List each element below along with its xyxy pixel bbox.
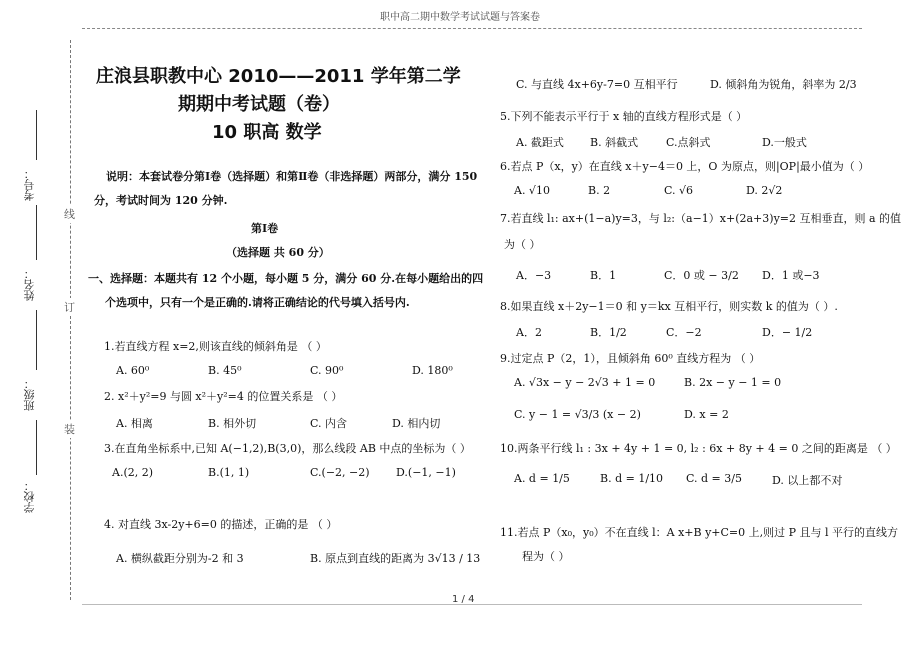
side-field-school: 学校： [23, 480, 36, 513]
question-9-option-c: C. y − 1 = √3/3 (x − 2) [514, 408, 641, 421]
question-5-option-b: B. 斜截式 [590, 136, 639, 149]
question-9-option-b: B. 2x − y − 1 = 0 [684, 376, 782, 389]
section1-line2: 个选项中，只有一个是正确的.请将正确结论的代号填入括号内. [105, 296, 410, 309]
question-7-option-a: A．−3 [516, 269, 552, 282]
part1-subtitle: （选择题 共 60 分） [226, 246, 330, 259]
question-2-option-a: A. 相离 [116, 417, 153, 430]
question-5-option-a: A. 截距式 [516, 136, 564, 149]
question-7-stem-cont: 为（ ） [504, 238, 541, 251]
question-8-option-d: D．− 1/2 [762, 326, 813, 339]
question-1-option-c: C. 90⁰ [310, 364, 344, 377]
question-2-stem: 2. x²＋y²=9 与圆 x²＋y²=4 的位置关系是 （ ） [104, 390, 343, 403]
question-4-option-c: C. 与直线 4x+6y-7=0 互相平行 [516, 78, 678, 91]
part1-title: 第Ⅰ卷 [251, 222, 279, 235]
side-field-exam-number: 考号： [23, 168, 36, 201]
question-7-option-c: C．0 或 − 3/2 [664, 269, 739, 282]
question-2-option-c: C. 内含 [310, 417, 348, 430]
question-4-option-d: D. 倾斜角为锐角，斜率为 2/3 [710, 78, 857, 91]
question-3-stem: 3.在直角坐标系中,已知 A(−1,2),B(3,0)，那么线段 AB 中点的坐标为（ ） [104, 442, 471, 455]
question-4-option-a: A. 横纵截距分别为-2 和 3 [116, 552, 244, 565]
question-2-option-b: B. 相外切 [208, 417, 257, 430]
question-3-option-d: D.(−1, −1) [396, 466, 456, 479]
question-9-stem: 9.过定点 P（2，1），且倾斜角 60⁰ 直线方程为 （ ） [500, 352, 761, 365]
question-4-stem: 4. 对直线 3x-2y+6=0 的描述，正确的是 （ ） [104, 518, 338, 531]
question-6-option-d: D. 2√2 [746, 184, 783, 197]
question-8-stem: 8.如果直线 x＋2y−1＝0 和 y＝kx 互相平行，则实数 k 的值为（ ）. [500, 300, 838, 313]
question-1-option-d: D. 180⁰ [412, 364, 453, 377]
section1-line1: 一、选择题：本题共有 12 个小题，每小题 5 分，满分 60 分.在每小题给出的四 [88, 272, 484, 285]
question-3-option-a: A.(2, 2) [112, 466, 154, 479]
question-6-option-c: C. √6 [664, 184, 694, 197]
question-6-stem: 6.若点 P（x，y）在直线 x＋y−4＝0 上，O 为原点，则|OP|最小值为（ ） [500, 160, 870, 173]
exam-title-line2: 期期中考试题（卷） [178, 94, 340, 115]
question-6-option-a: A. √10 [514, 184, 550, 197]
instructions-line2: 分，考试时间为 120 分钟. [94, 194, 228, 207]
question-1-stem: 1.若直线方程 x=2,则该直线的倾斜角是 （ ） [104, 340, 327, 353]
question-1-option-b: B. 45⁰ [208, 364, 242, 377]
question-2-option-d: D. 相内切 [392, 417, 441, 430]
question-9-option-a: A. √3x − y − 2√3 + 1 = 0 [514, 376, 656, 389]
side-line-school [36, 420, 37, 475]
question-3-option-c: C.(−2, −2) [310, 466, 370, 479]
question-7-stem: 7.若直线 l₁: ax+(1−a)y=3，与 l₂:（a−1）x+(2a+3)y=2 互相垂直，则 a 的值 [500, 212, 902, 225]
side-field-name: 姓名： [23, 268, 36, 301]
question-7-option-b: B．1 [590, 269, 617, 282]
question-5-stem: 5.下列不能表示平行于 x 轴的直线方程形式是（ ） [500, 110, 748, 123]
page-number: 1 / 4 [452, 594, 475, 605]
exam-title-line1: 庄浪县职教中心 2010——2011 学年第二学 [96, 66, 461, 87]
exam-title-line3: 10 职高 数学 [212, 122, 322, 143]
side-field-class: 班级： [23, 378, 36, 411]
question-11-stem-cont: 程为（ ） [522, 550, 570, 563]
question-10-option-a: A. d = 1/5 [514, 472, 570, 485]
question-10-option-d: D. 以上都不对 [772, 474, 843, 487]
binding-line [70, 40, 71, 600]
footer-divider [82, 604, 862, 605]
question-5-option-c: C.点斜式 [666, 136, 711, 149]
question-1-option-a: A. 60⁰ [116, 364, 150, 377]
binding-mark-zhuang: 装 [64, 420, 75, 438]
question-8-option-c: C．−2 [666, 326, 702, 339]
question-7-option-d: D．1 或−3 [762, 269, 820, 282]
question-8-option-b: B．1/2 [590, 326, 627, 339]
question-10-option-c: C. d = 3/5 [686, 472, 742, 485]
header-divider [82, 28, 862, 29]
question-5-option-d: D.一般式 [762, 136, 807, 149]
question-3-option-b: B.(1, 1) [208, 466, 250, 479]
side-line-exam-number [36, 110, 37, 160]
side-line-class [36, 310, 37, 370]
binding-mark-ding: 订 [64, 298, 75, 316]
question-10-stem: 10.两条平行线 l₁ : 3x + 4y + 1 = 0, l₂ : 6x + 8y + 4 = 0 之间的距离是 （ ） [500, 442, 897, 455]
question-9-option-d: D. x = 2 [684, 408, 729, 421]
question-6-option-b: B. 2 [588, 184, 611, 197]
side-line-name [36, 205, 37, 260]
instructions-line1: 说明：本套试卷分第Ⅰ卷（选择题）和第Ⅱ卷（非选择题）两部分，满分 150 [106, 170, 478, 183]
running-header: 职中高二期中数学考试试题与答案卷 [380, 12, 540, 23]
question-10-option-b: B. d = 1/10 [600, 472, 664, 485]
question-11-stem: 11.若点 P（x₀，y₀）不在直线 l：A x+B y+C=0 上,则过 P 且与 l 平行的直线方 [500, 526, 899, 539]
binding-mark-xian: 线 [64, 205, 75, 223]
question-4-option-b: B. 原点到直线的距离为 3√13 / 13 [310, 552, 481, 565]
question-8-option-a: A．2 [516, 326, 542, 339]
